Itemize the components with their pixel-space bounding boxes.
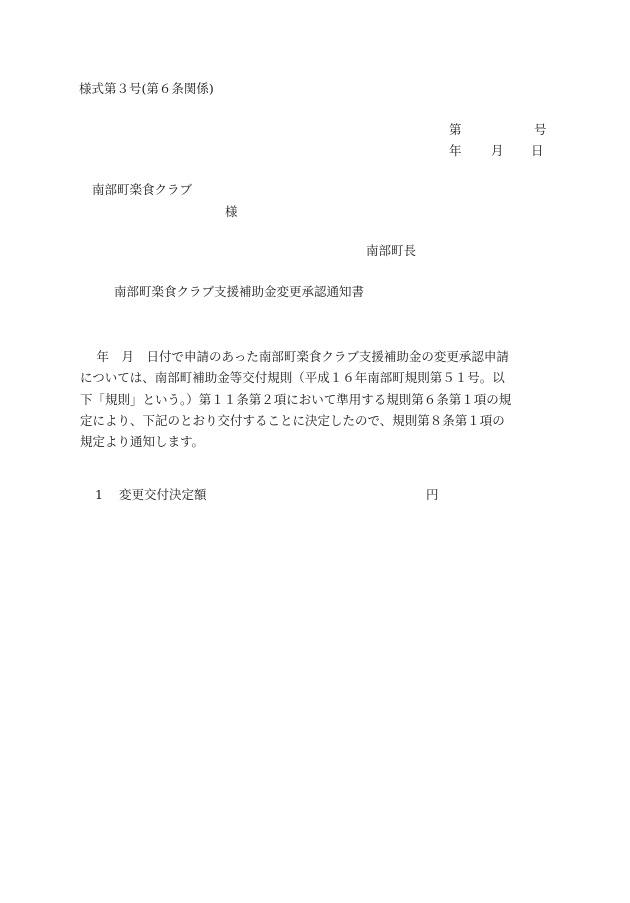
sender-title: 南部町長 [366,243,417,258]
date-month-label: 月 [491,143,504,158]
date-day-label: 日 [531,143,544,158]
doc-number-suffix: 号 [534,122,547,137]
body-paragraph: 年 月 日付で申請のあった南部町楽食クラブ支援補助金の変更承認申請 については、南部町補助金等交付規則（平成１６年南部町規則第５１号。以 下「規則」という。）第１１条第２項において準用する規則第６条第１項の規 定により、下記のとおり交付することに決定したので、規則第８条第１項の 規定より通知します。 [80,349,512,450]
recipient-name: 南部町楽食クラブ [92,182,193,197]
item-unit: 円 [426,487,439,502]
document-title: 南部町楽食クラブ支援補助金変更承認通知書 [114,284,365,299]
item-number: 1 [95,487,103,502]
date-year-label: 年 [449,143,462,158]
recipient-honorific: 様 [225,204,238,219]
item-label: 変更交付決定額 [119,487,207,502]
form-number: 様式第３号(第６条関係) [79,81,214,96]
doc-number-label: 第 [449,122,462,137]
